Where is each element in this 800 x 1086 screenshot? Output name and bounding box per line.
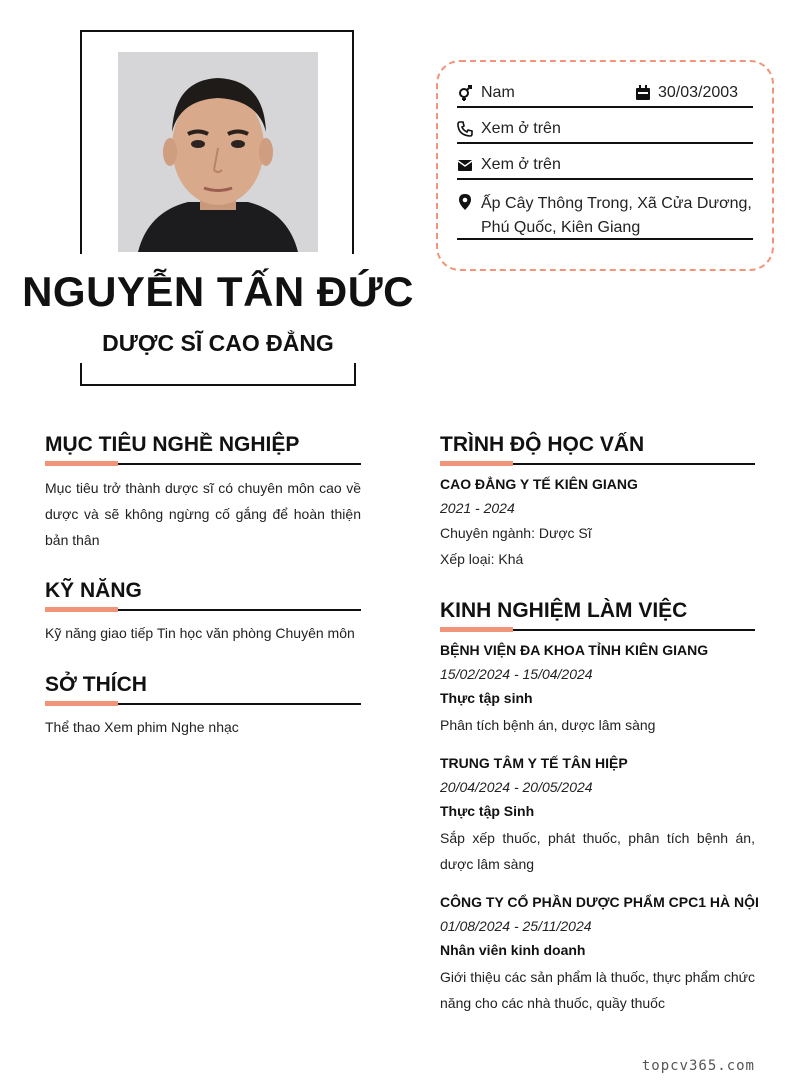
email-icon [457, 157, 473, 173]
contact-phone: Xem ở trên [481, 120, 561, 137]
section-title-hobbies: SỞ THÍCH [45, 673, 147, 696]
experience-role: Thực tập Sinh [440, 803, 535, 819]
hobbies-text: Thể thao Xem phim Nghe nhạc [45, 719, 239, 735]
contact-address [481, 192, 752, 240]
profile-name: NGUYỄN TẤN ĐỨC [22, 268, 414, 315]
contact-row-phone [457, 118, 753, 144]
map-pin-icon [457, 194, 473, 210]
experience-period: 15/02/2024 - 15/04/2024 [440, 666, 593, 682]
skills-text: Kỹ năng giao tiếp Tin học văn phòng Chuyên môn [45, 625, 355, 641]
education-period: 2021 - 2024 [440, 500, 515, 516]
profile-photo [118, 52, 318, 252]
section-title-experience: KINH NGHIỆM LÀM VIỆC [440, 599, 688, 622]
contact-address-line2: Phú Quốc, Kiên Giang [481, 219, 641, 236]
section-accent-bar [45, 461, 118, 466]
contact-birthday: 30/03/2003 [658, 84, 739, 101]
contact-gender: Nam [481, 84, 515, 101]
profile-job-title: DƯỢC SĨ CAO ĐẲNG [102, 330, 334, 356]
experience-org: TRUNG TÂM Y TẾ TÂN HIỆP [440, 755, 628, 771]
objective-text: Mục tiêu trở thành dược sĩ có chuyên môn cao về dược và sẽ không ngừng cố gắng để hoàn thiện bản thân [45, 480, 361, 548]
experience-org: CÔNG TY CỔ PHẦN DƯỢC PHẨM CPC1 HÀ NỘI [440, 894, 759, 910]
education-major: Chuyên ngành: Dược Sĩ [440, 525, 592, 541]
phone-icon [457, 121, 473, 137]
experience-desc: Phân tích bệnh án, dược lâm sàng [440, 717, 656, 733]
section-title-objective: MỤC TIÊU NGHỀ NGHIỆP [45, 433, 300, 456]
section-accent-bar [440, 627, 513, 632]
education-school: CAO ĐẲNG Y TẾ KIÊN GIANG [440, 476, 638, 492]
gender-icon [457, 85, 473, 101]
experience-period: 20/04/2024 - 20/05/2024 [440, 779, 593, 795]
contact-address-line1: Ấp Cây Thông Trong, Xã Cửa Dương, [481, 195, 752, 212]
experience-desc: Giới thiệu các sản phẩm là thuốc, thực phẩm chức năng cho các nhà thuốc, quầy thuốc [440, 969, 755, 1011]
footer-watermark: topcv365.com [641, 1058, 755, 1074]
section-title-education: TRÌNH ĐỘ HỌC VẤN [440, 433, 645, 456]
section-accent-bar [440, 461, 513, 466]
calendar-icon [635, 85, 651, 101]
contact-row-gender-birthday [457, 82, 753, 108]
contact-email: Xem ở trên [481, 156, 561, 173]
experience-period: 01/08/2024 - 25/11/2024 [440, 918, 592, 934]
experience-role: Nhân viên kinh doanh [440, 942, 586, 958]
experience-org: BỆNH VIỆN ĐA KHOA TỈNH KIÊN GIANG [440, 642, 709, 658]
contact-row-email [457, 154, 753, 180]
avatar-icon [118, 52, 318, 252]
header-frame-bottom [80, 363, 356, 386]
experience-role: Thực tập sinh [440, 690, 533, 706]
section-accent-bar [45, 607, 118, 612]
contact-row-address [457, 190, 753, 240]
section-title-skills: KỸ NĂNG [45, 579, 142, 602]
section-accent-bar [45, 701, 118, 706]
experience-desc: Sắp xếp thuốc, phát thuốc, phân tích bệnh án, dược lâm sàng [440, 830, 755, 872]
education-grade: Xếp loại: Khá [440, 551, 524, 567]
